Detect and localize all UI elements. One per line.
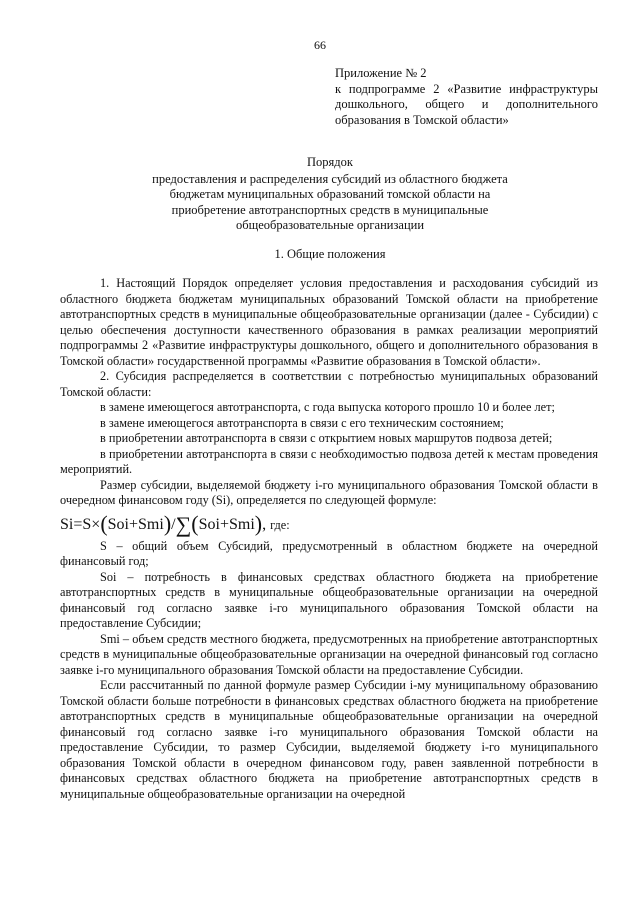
document-body (60, 276, 598, 802)
document-title (60, 155, 600, 234)
title-line-1: предоставления и распределения субсидий из областного бюджета (152, 171, 508, 186)
paragraph-4: Если рассчитанный по данной формуле размер Субсидии i-му муниципальному образованию Томской области больше потребности в финансовых средствах областного бюджета на приобретение автотранспортных средств в муниципальные общеобразовательные организации на очередной финансовый год согласно заявке i-го муниципального образования Томской области на предоставление Субсидии, то размер Субсидии, выделяемой бюджету i-го муниципального образования Томской области в очередном финансовом году, равен заявленной потребности в финансовых средствах областного бюджета на приобретение автотранспортных средств в муниципальные общеобразовательные организации на очередной (60, 678, 598, 801)
formula-lhs: Si (60, 515, 74, 533)
formula-divide: / (171, 515, 176, 533)
definition-smi: Smi – объем средств местного бюджета, предусмотренных на приобретение автотранспортных средств в муниципальные общеобразовательные организации на очередной финансовый год согласно заявке i-го муниципального образования Томской области на предоставление Субсидии. (60, 631, 598, 677)
formula-plus: + (219, 515, 229, 533)
formula-s: S (82, 515, 92, 533)
formula-term-soi: Soi (107, 515, 129, 533)
title-word: Порядок (307, 155, 353, 169)
list-item: в замене имеющегося автотранспорта в связи с его техническим состоянием; (100, 415, 504, 430)
appendix-header (335, 66, 598, 128)
formula-close-paren: ) (163, 510, 172, 536)
section-heading: 1. Общие положения (274, 247, 386, 261)
formula (60, 509, 598, 539)
page-number: 66 (314, 38, 326, 52)
formula-close-paren: ) (254, 510, 263, 536)
paragraph-3: Размер субсидии, выделяемой бюджету i-го муниципального образования Томской области в очередном финансовом году (Si), определяется по следующей формуле: (60, 477, 598, 507)
formula-comma: , (262, 515, 267, 533)
formula-times: × (91, 515, 101, 533)
list-item: в приобретении автотранспорта в связи с открытием новых маршрутов подвоза детей; (100, 431, 553, 445)
appendix-line-3: дошкольного, общего и дополнительного (335, 97, 598, 111)
formula-open-paren: ( (191, 510, 199, 536)
formula-sum: ∑ (175, 511, 192, 537)
definition-soi: Soi – потребность в финансовых средствах областного бюджета на приобретение автотранспортных средств в муниципальные общеобразовательные организации на очередной финансовый год согласно заявке i-го муниципального образования Томской области на предоставление Субсидии; (60, 569, 598, 630)
appendix-line-1: Приложение № 2 (335, 66, 427, 80)
list-item: в замене имеющегося автотранспорта, с года выпуска которого прошло 10 и более лет; (100, 400, 555, 414)
paragraph-1: 1. Настоящий Порядок определяет условия предоставления и расходования субсидий из областного бюджета бюджетам муниципальных образований Томской области на приобретение автотранспортных средств в муниципальные общеобразовательные организации (далее - Субсидии) с целью обеспечения доступности качественного образования в рамках реализации мероприятий подпрограммы 2 «Развитие инфраструктуры дошкольного, общего и дополнительного образования в Томской области» государственной программы «Развитие образования в Томской области». (60, 276, 598, 368)
formula-term-smi: Smi (228, 515, 255, 533)
formula-eq: = (73, 515, 83, 533)
definition-s: S – общий объем Субсидий, предусмотренный в областном бюджете на очередной финансовый год; (60, 538, 598, 568)
formula-term-soi: Soi (198, 515, 220, 533)
paragraph-2: 2. Субсидия распределяется в соответствии с потребностью муниципальных образований Томской области: (60, 369, 598, 399)
formula-plus: + (128, 515, 139, 533)
title-line-4: общеобразовательные организации (235, 218, 425, 232)
appendix-line-2: к подпрограмме 2 «Развитие инфраструктуры (335, 81, 598, 96)
formula-where: где: (270, 517, 290, 532)
formula-term-smi: Smi (138, 515, 164, 533)
title-line-2: бюджетам муниципальных образований томской области на (169, 187, 491, 201)
appendix-line-4: образования в Томской области» (335, 112, 509, 127)
title-line-3: приобретение автотранспортных средств в муниципальные (171, 202, 489, 217)
list-item: в приобретении автотранспорта в связи с необходимостью подвоза детей к местам проведения мероприятий. (60, 446, 598, 476)
formula-open-paren: ( (100, 510, 108, 536)
